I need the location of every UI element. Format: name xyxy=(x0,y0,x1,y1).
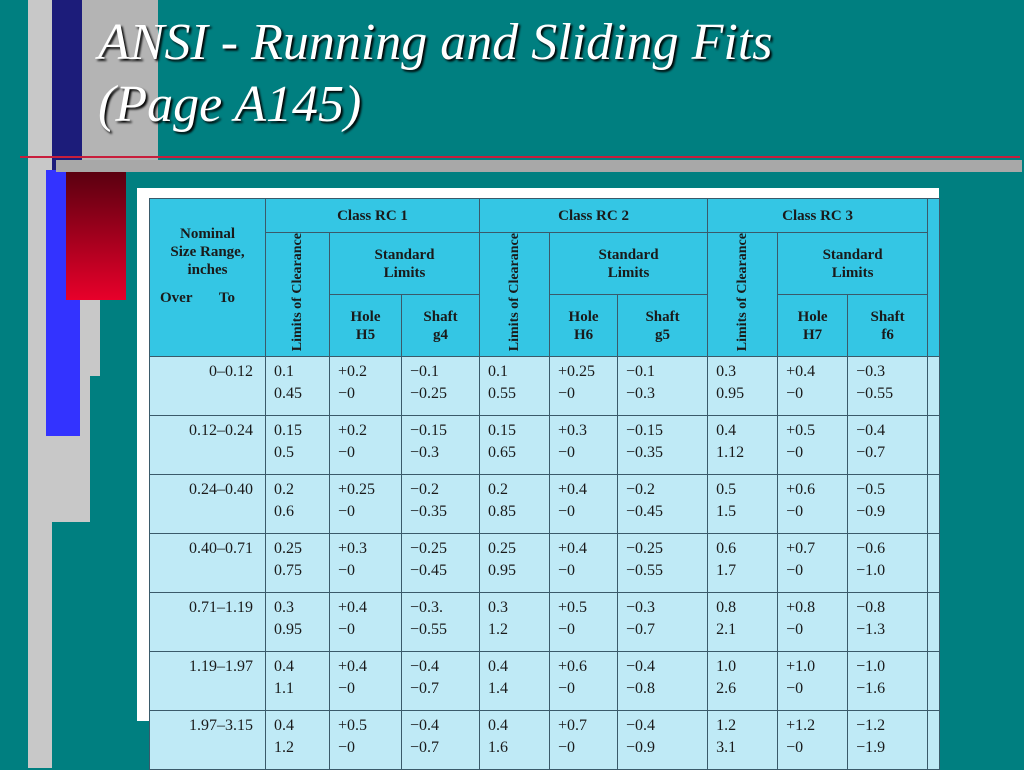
rc1-hole-limit-cell xyxy=(330,652,402,711)
size-range-cell: 0.12–0.24 xyxy=(150,416,266,475)
upper-value: 0.8 xyxy=(716,599,737,617)
rc1-hole-limit-cell xyxy=(330,534,402,593)
upper-value: 0.4 xyxy=(488,658,509,676)
upper-value: −0.4 xyxy=(626,717,656,735)
rc2-hole-header: Hole H6 xyxy=(550,295,618,357)
rc3-clearance-cell xyxy=(708,534,778,593)
upper-value: 1.0 xyxy=(716,658,737,676)
rc3-clearance-cell xyxy=(708,652,778,711)
upper-value: −1.2 xyxy=(856,717,886,735)
slide-title xyxy=(98,12,998,136)
rc3-shaft-header: Shaft f6 xyxy=(848,295,928,357)
rc3-clearance-cell xyxy=(708,416,778,475)
size-range-cell: 0–0.12 xyxy=(150,357,266,416)
upper-value: 0.15 xyxy=(274,422,302,440)
lower-value: −0 xyxy=(338,444,356,462)
lower-value: −0 xyxy=(786,680,804,698)
rc2-clearance-cell xyxy=(480,475,550,534)
upper-value: +0.4 xyxy=(338,658,368,676)
upper-value: +0.2 xyxy=(338,422,368,440)
lower-value: −0 xyxy=(558,562,576,580)
upper-value: 0.4 xyxy=(488,717,509,735)
rc3-hole-header: Hole H7 xyxy=(778,295,848,357)
rc3-standard-limits-header: Standard Limits xyxy=(778,233,928,295)
lower-value: −0.55 xyxy=(410,621,448,639)
rc3-clearance-cell xyxy=(708,711,778,770)
rc1-hole-limit-cell xyxy=(330,711,402,770)
lower-value: 0.85 xyxy=(488,503,517,521)
upper-value: −0.1 xyxy=(410,363,440,381)
rc3-hole-limit-cell xyxy=(778,652,848,711)
upper-value: 0.2 xyxy=(488,481,509,499)
rc2-shaft-limit-cell xyxy=(618,357,708,416)
upper-value: +0.3 xyxy=(558,422,588,440)
rc1-clearance-cell xyxy=(266,416,330,475)
upper-value: +0.4 xyxy=(786,363,816,381)
lower-value: 0.55 xyxy=(488,385,517,403)
rc2-clearance-cell xyxy=(480,711,550,770)
upper-value: −0.4 xyxy=(626,658,656,676)
rc1-clearance-cell xyxy=(266,711,330,770)
rc1-shaft-limit-cell xyxy=(402,652,480,711)
lower-value: −0 xyxy=(558,444,576,462)
lower-value: −0 xyxy=(338,385,356,403)
upper-value: +1.2 xyxy=(786,717,816,735)
lower-value: −0.35 xyxy=(410,503,448,521)
rc1-standard-limits-header: Standard Limits xyxy=(330,233,480,295)
rc3-clearance-cell xyxy=(708,475,778,534)
rc1-hole-limit-cell xyxy=(330,475,402,534)
lower-value: −1.3 xyxy=(856,621,886,639)
rc3-shaft-limit-cell xyxy=(848,652,928,711)
lower-value: −0.9 xyxy=(626,739,656,757)
slide-title-line-1: ANSI - Running and Sliding Fits xyxy=(98,14,773,71)
lower-value: −1.9 xyxy=(856,739,886,757)
rc2-clearance-cell xyxy=(480,357,550,416)
upper-value: −0.5 xyxy=(856,481,886,499)
nominal-size-header xyxy=(150,199,266,357)
upper-value: 0.25 xyxy=(274,540,302,558)
rc1-shaft-header: Shaft g4 xyxy=(402,295,480,357)
upper-value: 0.4 xyxy=(716,422,737,440)
lower-value: −0.55 xyxy=(856,385,894,403)
rc2-clearance-cell xyxy=(480,593,550,652)
rc1-hole-limit-cell xyxy=(330,416,402,475)
rc3-shaft-limit-cell xyxy=(848,475,928,534)
title-rule-gray xyxy=(56,160,1022,172)
upper-value: 0.3 xyxy=(488,599,509,617)
rc1-shaft-limit-cell xyxy=(402,357,480,416)
upper-value: −0.15 xyxy=(410,422,448,440)
lower-value: −0 xyxy=(338,739,356,757)
upper-value: −0.4 xyxy=(856,422,886,440)
rc1-clearance-cell xyxy=(266,357,330,416)
lower-value: 1.4 xyxy=(488,680,509,698)
upper-value: −0.3. xyxy=(410,599,444,617)
nominal-label: Nominal xyxy=(179,226,235,242)
size-range-cell: 1.19–1.97 xyxy=(150,652,266,711)
rc1-hole-limit-cell xyxy=(330,593,402,652)
rc2-hole-limit-cell xyxy=(550,416,618,475)
rc2-clearance-cell xyxy=(480,534,550,593)
table-row xyxy=(150,534,940,593)
rc2-shaft-header: Shaft g5 xyxy=(618,295,708,357)
upper-value: +0.25 xyxy=(338,481,376,499)
table-edge-cell xyxy=(928,357,940,416)
upper-value: +0.2 xyxy=(338,363,368,381)
table-edge-cell xyxy=(928,534,940,593)
rc1-shaft-limit-cell xyxy=(402,593,480,652)
lower-value: 0.6 xyxy=(274,503,294,521)
upper-value: −0.15 xyxy=(626,422,664,440)
rc2-shaft-limit-cell xyxy=(618,593,708,652)
lower-value: −0.7 xyxy=(856,444,886,462)
rc2-shaft-limit-cell xyxy=(618,475,708,534)
lower-value: 0.65 xyxy=(488,444,517,462)
deco-red-block xyxy=(66,172,126,300)
lower-value: −0.45 xyxy=(410,562,448,580)
rc2-clearance-header: Limits of Clearance xyxy=(480,233,550,357)
upper-value: +1.0 xyxy=(786,658,816,676)
lower-value: 1.5 xyxy=(716,503,737,521)
lower-value: −0 xyxy=(558,680,576,698)
rc3-hole-limit-cell xyxy=(778,534,848,593)
table-edge-cell xyxy=(928,711,940,770)
table-edge-cell xyxy=(928,652,940,711)
lower-value: −0.55 xyxy=(626,562,664,580)
lower-value: −0 xyxy=(338,503,356,521)
lower-value: −1.6 xyxy=(856,680,886,698)
rc3-shaft-limit-cell xyxy=(848,357,928,416)
table-edge-cell xyxy=(928,475,940,534)
size-range-cell: 1.97–3.15 xyxy=(150,711,266,770)
lower-value: −0 xyxy=(338,621,356,639)
rc2-hole-limit-cell xyxy=(550,711,618,770)
lower-value: −0.7 xyxy=(410,680,440,698)
upper-value: +0.5 xyxy=(338,717,368,735)
upper-value: −0.4 xyxy=(410,658,440,676)
deco-navy-bar xyxy=(52,0,82,170)
class-rc3-header: Class RC 3 xyxy=(708,199,928,233)
rc2-shaft-limit-cell xyxy=(618,652,708,711)
table-edge-cell xyxy=(928,593,940,652)
lower-value: −0.7 xyxy=(626,621,656,639)
class-rc2-header: Class RC 2 xyxy=(480,199,708,233)
table-row xyxy=(150,711,940,770)
upper-value: 0.1 xyxy=(274,363,294,381)
upper-value: +0.5 xyxy=(786,422,816,440)
lower-value: 0.95 xyxy=(716,385,745,403)
to-label: To xyxy=(218,290,235,306)
table-row xyxy=(150,652,940,711)
rc3-clearance-header: Limits of Clearance xyxy=(708,233,778,357)
upper-value: +0.25 xyxy=(558,363,596,381)
table-row xyxy=(150,416,940,475)
lower-value: −0 xyxy=(786,739,804,757)
rc3-hole-limit-cell xyxy=(778,357,848,416)
lower-value: −0.7 xyxy=(410,739,440,757)
lower-value: 2.1 xyxy=(716,621,737,639)
rc1-clearance-cell xyxy=(266,475,330,534)
lower-value: 2.6 xyxy=(716,680,737,698)
upper-value: +0.5 xyxy=(558,599,588,617)
size-range-cell: 0.40–0.71 xyxy=(150,534,266,593)
upper-value: −0.2 xyxy=(410,481,440,499)
rc3-hole-limit-cell xyxy=(778,475,848,534)
upper-value: 0.15 xyxy=(488,422,517,440)
table-edge-cell xyxy=(928,416,940,475)
upper-value: 0.25 xyxy=(488,540,517,558)
size-range-label: Size Range, xyxy=(170,244,245,260)
lower-value: −0 xyxy=(786,621,804,639)
upper-value: 1.2 xyxy=(716,717,737,735)
upper-value: +0.4 xyxy=(558,540,588,558)
size-range-cell: 0.24–0.40 xyxy=(150,475,266,534)
upper-value: +0.6 xyxy=(558,658,588,676)
title-rule-red xyxy=(20,156,1020,158)
upper-value: 0.4 xyxy=(274,717,294,735)
lower-value: 0.95 xyxy=(488,562,517,580)
lower-value: 1.2 xyxy=(488,621,509,639)
upper-value: +0.7 xyxy=(786,540,816,558)
table-image-frame xyxy=(137,188,939,757)
upper-value: −0.25 xyxy=(410,540,448,558)
rc2-clearance-cell xyxy=(480,652,550,711)
upper-value: 0.4 xyxy=(274,658,294,676)
rc3-shaft-limit-cell xyxy=(848,534,928,593)
lower-value: −0.25 xyxy=(410,385,448,403)
upper-value: 0.3 xyxy=(716,363,737,381)
table-row xyxy=(150,593,940,652)
lower-value: 0.75 xyxy=(274,562,302,580)
rc1-shaft-limit-cell xyxy=(402,416,480,475)
lower-value: 0.5 xyxy=(274,444,294,462)
lower-value: 1.2 xyxy=(274,739,294,757)
rc2-standard-limits-header: Standard Limits xyxy=(550,233,708,295)
lower-value: 1.1 xyxy=(274,680,294,698)
upper-value: 0.5 xyxy=(716,481,737,499)
lower-value: 1.6 xyxy=(488,739,509,757)
upper-value: −0.8 xyxy=(856,599,886,617)
rc3-clearance-cell xyxy=(708,357,778,416)
inches-label: inches xyxy=(187,262,228,278)
rc3-hole-limit-cell xyxy=(778,711,848,770)
upper-value: +0.7 xyxy=(558,717,588,735)
class-rc1-header: Class RC 1 xyxy=(266,199,480,233)
rc1-shaft-limit-cell xyxy=(402,534,480,593)
upper-value: −1.0 xyxy=(856,658,886,676)
lower-value: −0 xyxy=(558,385,576,403)
lower-value: −0.45 xyxy=(626,503,664,521)
upper-value: 0.3 xyxy=(274,599,294,617)
upper-value: 0.2 xyxy=(274,481,294,499)
rc3-clearance-cell xyxy=(708,593,778,652)
table-row xyxy=(150,357,940,416)
lower-value: −0.3 xyxy=(410,444,440,462)
rc3-shaft-limit-cell xyxy=(848,711,928,770)
rc3-shaft-limit-cell xyxy=(848,593,928,652)
upper-value: −0.3 xyxy=(626,599,656,617)
upper-value: −0.25 xyxy=(626,540,664,558)
lower-value: 1.7 xyxy=(716,562,737,580)
upper-value: −0.2 xyxy=(626,481,656,499)
upper-value: +0.4 xyxy=(558,481,588,499)
rc1-shaft-limit-cell xyxy=(402,711,480,770)
rc2-hole-limit-cell xyxy=(550,357,618,416)
rc1-hole-limit-cell xyxy=(330,357,402,416)
rc1-clearance-cell xyxy=(266,652,330,711)
lower-value: 1.12 xyxy=(716,444,745,462)
rc1-shaft-limit-cell xyxy=(402,475,480,534)
rc2-shaft-limit-cell xyxy=(618,711,708,770)
rc1-hole-header: Hole H5 xyxy=(330,295,402,357)
rc2-shaft-limit-cell xyxy=(618,534,708,593)
running-sliding-fits-table xyxy=(149,198,940,770)
over-label: Over xyxy=(160,290,193,306)
rc3-hole-limit-cell xyxy=(778,416,848,475)
slide-title-line-2: (Page A145) xyxy=(98,76,362,133)
lower-value: −1.0 xyxy=(856,562,886,580)
lower-value: −0 xyxy=(786,503,804,521)
lower-value: −0.3 xyxy=(626,385,656,403)
lower-value: 3.1 xyxy=(716,739,737,757)
rc1-clearance-header: Limits of Clearance xyxy=(266,233,330,357)
lower-value: −0 xyxy=(558,503,576,521)
lower-value: 0.95 xyxy=(274,621,302,639)
upper-value: +0.3 xyxy=(338,540,368,558)
rc3-hole-limit-cell xyxy=(778,593,848,652)
size-range-cell: 0.71–1.19 xyxy=(150,593,266,652)
upper-value: +0.8 xyxy=(786,599,816,617)
rc2-shaft-limit-cell xyxy=(618,416,708,475)
rc3-shaft-limit-cell xyxy=(848,416,928,475)
rc2-hole-limit-cell xyxy=(550,593,618,652)
rc1-clearance-cell xyxy=(266,534,330,593)
table-edge xyxy=(928,199,940,357)
lower-value: −0 xyxy=(786,385,804,403)
upper-value: −0.4 xyxy=(410,717,440,735)
upper-value: +0.4 xyxy=(338,599,368,617)
lower-value: −0 xyxy=(338,562,356,580)
lower-value: −0.9 xyxy=(856,503,886,521)
upper-value: −0.3 xyxy=(856,363,886,381)
upper-value: 0.1 xyxy=(488,363,509,381)
lower-value: −0 xyxy=(558,739,576,757)
rc2-hole-limit-cell xyxy=(550,475,618,534)
lower-value: −0 xyxy=(786,562,804,580)
lower-value: −0 xyxy=(786,444,804,462)
lower-value: −0 xyxy=(338,680,356,698)
upper-value: 0.6 xyxy=(716,540,737,558)
lower-value: −0.8 xyxy=(626,680,656,698)
rc2-hole-limit-cell xyxy=(550,652,618,711)
upper-value: −0.6 xyxy=(856,540,886,558)
rc2-hole-limit-cell xyxy=(550,534,618,593)
upper-value: +0.6 xyxy=(786,481,816,499)
rc2-clearance-cell xyxy=(480,416,550,475)
table-row xyxy=(150,475,940,534)
lower-value: −0.35 xyxy=(626,444,664,462)
table-body xyxy=(150,357,940,770)
lower-value: 0.45 xyxy=(274,385,302,403)
lower-value: −0 xyxy=(558,621,576,639)
rc1-clearance-cell xyxy=(266,593,330,652)
upper-value: −0.1 xyxy=(626,363,656,381)
